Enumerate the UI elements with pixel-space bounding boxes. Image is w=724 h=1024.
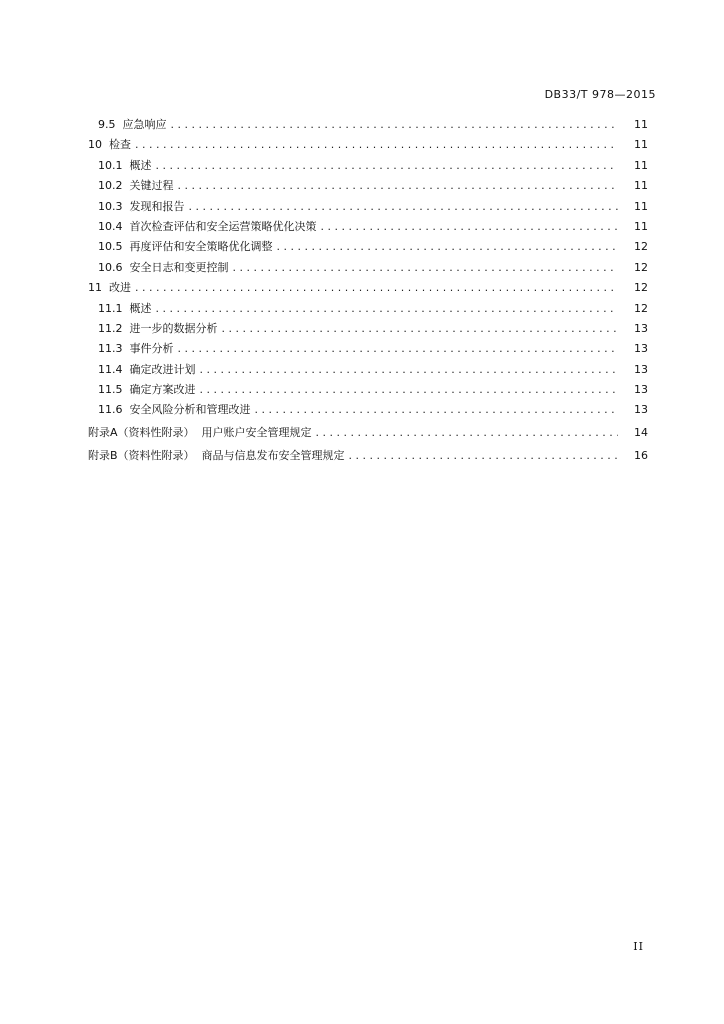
toc-entry-title: 安全日志和变更控制 (129, 260, 229, 274)
toc-entry-appendix-a[interactable] (0, 421, 724, 444)
toc-dot-leader (156, 299, 619, 319)
toc-entry-10-5[interactable] (0, 237, 724, 257)
toc-entry-11-4[interactable] (0, 360, 724, 380)
toc-entry-page: 11 (634, 219, 648, 233)
toc-entry-title: 概述 (129, 158, 152, 172)
toc-entry-page: 11 (634, 158, 648, 172)
toc-entry-10-1[interactable] (0, 156, 724, 176)
toc-entry-number: 10.6 (98, 260, 123, 274)
toc-entry-page: 16 (634, 448, 648, 462)
toc-dot-leader (178, 339, 619, 359)
toc-entry-10[interactable] (0, 135, 724, 155)
toc-entry-page: 12 (634, 260, 648, 274)
toc-entry-page: 13 (634, 383, 648, 397)
toc-dot-leader (277, 237, 619, 257)
toc-dot-leader (349, 444, 618, 467)
toc-dot-leader (233, 258, 619, 278)
toc-entry-title: 关键过程 (129, 179, 174, 193)
toc-dot-leader (200, 360, 619, 380)
toc-dot-leader (200, 380, 619, 400)
toc-entry-number: 附录B（资料性附录） (88, 448, 195, 462)
toc-dot-leader (255, 400, 619, 420)
toc-entry-10-3[interactable] (0, 197, 724, 217)
toc-dot-leader (222, 319, 619, 339)
toc-entry-number: 10.3 (98, 199, 123, 213)
toc-entry-page: 13 (634, 321, 648, 335)
toc-entry-appendix-b[interactable] (0, 444, 724, 467)
toc-entry-page: 13 (634, 362, 648, 376)
toc-entry-number: 10 (88, 138, 102, 152)
toc-entry-11-3[interactable] (0, 339, 724, 359)
toc-entry-number: 11.5 (98, 383, 123, 397)
toc-entry-number: 10.1 (98, 158, 123, 172)
toc-entry-page: 12 (634, 281, 648, 295)
toc-entry-number: 11 (88, 281, 102, 295)
toc-entry-page: 12 (634, 240, 648, 254)
toc-entry-number: 11.2 (98, 321, 123, 335)
toc-dot-leader (171, 115, 619, 135)
toc-entry-title: 改进 (109, 281, 131, 295)
toc-entry-title: 用户账户安全管理规定 (201, 425, 312, 439)
toc-entry-title: 发现和报告 (129, 199, 185, 213)
toc-entry-title: 安全风险分析和管理改进 (129, 403, 251, 417)
toc-entry-title: 进一步的数据分析 (129, 321, 218, 335)
toc-entry-number: 11.4 (98, 362, 123, 376)
toc-dot-leader (135, 135, 618, 155)
toc-entry-11[interactable] (0, 278, 724, 298)
toc-entry-title: 首次检查评估和安全运营策略优化决策 (129, 219, 317, 233)
toc-entry-title: 确定改进计划 (129, 362, 196, 376)
toc-entry-11-5[interactable] (0, 380, 724, 400)
toc-entry-number: 10.2 (98, 179, 123, 193)
toc-dot-leader (189, 197, 619, 217)
toc-entry-page: 11 (634, 138, 648, 152)
toc-entry-page: 14 (634, 425, 648, 439)
toc-entry-title: 确定方案改进 (129, 383, 196, 397)
toc-entry-title: 检查 (109, 138, 131, 152)
toc-entry-number: 10.5 (98, 240, 123, 254)
toc-dot-leader (321, 217, 619, 237)
table-of-contents (0, 115, 724, 467)
toc-entry-title: 事件分析 (129, 342, 174, 356)
toc-dot-leader (156, 156, 619, 176)
toc-entry-title: 应急响应 (122, 118, 167, 131)
toc-entry-page: 12 (634, 301, 648, 315)
toc-entry-title: 再度评估和安全策略优化调整 (129, 240, 273, 254)
toc-entry-page: 11 (634, 179, 648, 193)
toc-entry-number: 11.1 (98, 301, 123, 315)
page-number: II (633, 940, 644, 953)
toc-entry-10-2[interactable] (0, 176, 724, 196)
document-code: DB33/T 978—2015 (544, 88, 656, 101)
toc-entry-number: 10.4 (98, 219, 123, 233)
toc-entry-11-2[interactable] (0, 319, 724, 339)
toc-entry-number: 11.3 (98, 342, 123, 356)
toc-entry-9-5[interactable] (0, 115, 724, 135)
toc-entry-10-4[interactable] (0, 217, 724, 237)
toc-entry-10-6[interactable] (0, 258, 724, 278)
toc-dot-leader (316, 421, 618, 444)
toc-entry-number: 11.6 (98, 403, 123, 417)
toc-dot-leader (135, 278, 618, 298)
toc-entry-title: 概述 (129, 301, 152, 315)
toc-entry-11-6[interactable] (0, 400, 724, 420)
toc-entry-number: 9.5 (98, 118, 116, 131)
toc-entry-page: 13 (634, 403, 648, 417)
toc-entry-page: 11 (634, 118, 648, 131)
toc-entry-page: 13 (634, 342, 648, 356)
toc-entry-11-1[interactable] (0, 299, 724, 319)
toc-dot-leader (178, 176, 619, 196)
toc-entry-page: 11 (634, 199, 648, 213)
toc-entry-title: 商品与信息发布安全管理规定 (201, 448, 345, 462)
toc-entry-number: 附录A（资料性附录） (88, 425, 195, 439)
